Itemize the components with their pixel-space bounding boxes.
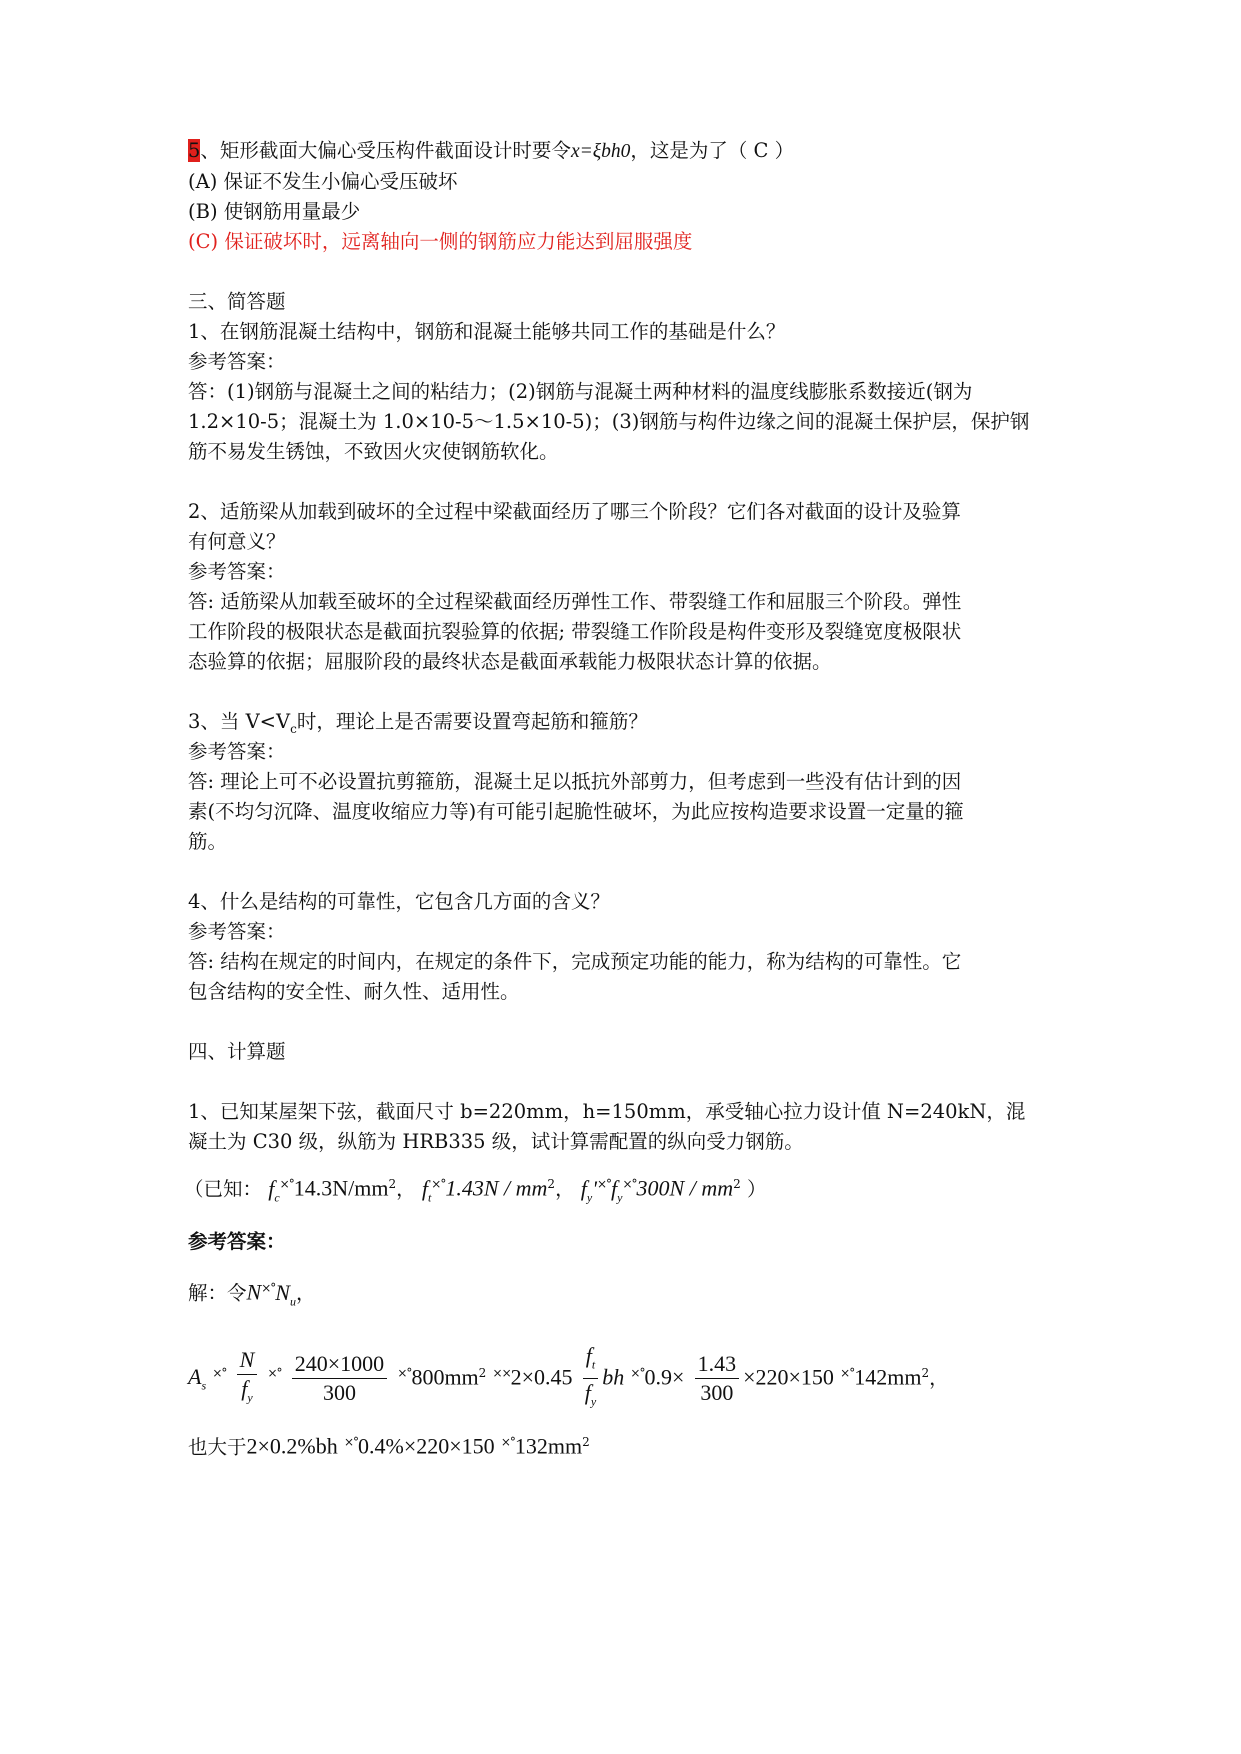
sup-2: 2 — [582, 1435, 590, 1449]
equals-glyph: ×° — [596, 1177, 612, 1191]
q5-number: 5 — [188, 139, 201, 162]
coef-09: 0.9× — [644, 1364, 685, 1390]
ft-symbol: $f_t$ — [421, 1175, 432, 1204]
fy-prime-symbol: $f_y'$ — [580, 1175, 597, 1204]
q5-formula: x=ξbh0 — [570, 141, 631, 162]
fy-symbol: $f_y$ — [611, 1175, 623, 1204]
denominator: 300 — [322, 1380, 356, 1406]
s3-q1-answer-line: 答：(1)钢筋与混凝土之间的粘结力；(2)钢筋与混凝土两种材料的温度线膨胀系数接近(钢为 — [188, 380, 973, 403]
sup-2: 2 — [388, 1177, 397, 1191]
fraction-n-fy: $\frac{N}{f_y}$ — [237, 1346, 258, 1411]
s4-q1-also — [188, 1428, 590, 1462]
q5-answer: ，这是为了（ C ） — [630, 139, 795, 162]
s3-q2-ref: 参考答案： — [188, 560, 286, 583]
s3-q2-answer-line: 态验算的依据；屈服阶段的最终状态是截面承载能力极限状态计算的依据。 — [188, 650, 832, 673]
result-800: 800mm — [411, 1364, 479, 1390]
numerator: 1.43 — [695, 1350, 740, 1379]
denominator: 300 — [700, 1380, 734, 1406]
sep: ， — [555, 1177, 575, 1201]
s3-q1-ref: 参考答案： — [188, 350, 286, 373]
equals-glyph: ×° — [431, 1177, 446, 1191]
equals-glyph: ×° — [279, 1177, 294, 1191]
s3-q2-answer-line: 答: 适筋梁从加载至破坏的全过程梁截面经历弹性工作、带裂缝工作和屈服三个阶段。弹性 — [188, 590, 962, 613]
solve-label: 解：令 — [188, 1281, 247, 1305]
also-expr: 2×0.2%bh — [246, 1433, 338, 1459]
s3-q3-sub: c — [290, 721, 297, 736]
s3-q3-text: 3、当 V<V — [188, 710, 291, 733]
s3-q1-answer-line: 1.2×10-5；混凝土为 1.0×10-5～1.5×10-5)；(3)钢筋与构件边缘之间的混凝土保护层，保护钢 — [188, 410, 1030, 433]
s4-q1-line: 凝土为 C30 级，纵筋为 HRB335 级，试计算需配置的纵向受力钢筋。 — [188, 1130, 804, 1153]
comma: ， — [295, 1281, 316, 1305]
q5-option-c: (C) 保证破坏时，远离轴向一侧的钢筋应力能达到屈服强度 — [188, 230, 693, 253]
ft-value: 1.43N / mm — [445, 1175, 548, 1201]
equals-glyph: ×° — [212, 1365, 227, 1380]
s3-q4-answer-line: 答: 结构在规定的时间内，在规定的条件下，完成预定功能的能力，称为结构的可靠性。它 — [188, 950, 962, 973]
gt-glyph: ×× — [492, 1365, 511, 1380]
equals-glyph: ×° — [397, 1365, 412, 1380]
also-mid: 0.4%×220×150 — [358, 1433, 495, 1459]
s4-q1-line: 1、已知某屋架下弦，截面尺寸 b=220mm，h=150mm，承受轴心拉力设计值 N=240kN，混 — [188, 1100, 1026, 1123]
section4-heading: 四、计算题 — [188, 1040, 286, 1063]
nu-symbol: $N_u$ — [275, 1279, 296, 1308]
fraction-ft-fy: $\frac{f_t}{f_y}$ — [583, 1342, 598, 1416]
sup-2: 2 — [547, 1177, 556, 1191]
s4-q1-ref: 参考答案： — [188, 1230, 286, 1253]
equals-glyph: ×° — [840, 1365, 855, 1380]
given-open: （已知： — [184, 1177, 263, 1201]
given-close: ） — [746, 1177, 767, 1201]
as-symbol: $A_s$ — [188, 1364, 207, 1393]
s3-q3-text: 时，理论上是否需要设置弯起筋和箍筋？ — [296, 710, 648, 733]
equals-glyph: ×° — [622, 1177, 637, 1191]
comma: ， — [929, 1366, 949, 1390]
sup-2: 2 — [478, 1365, 487, 1380]
s3-q3-answer-line: 答: 理论上可不必设置抗剪箍筋，混凝土足以抵抗外部剪力，但考虑到一些没有估计到的因 — [188, 770, 962, 793]
sup-2: 2 — [921, 1365, 930, 1380]
n-symbol: N — [246, 1279, 262, 1305]
section3-heading: 三、简答题 — [188, 290, 286, 313]
s3-q3-answer-line: 素(不均匀沉降、温度收缩应力等)有可能引起脆性破坏，为此应按构造要求设置一定量的箍 — [188, 800, 964, 823]
fraction-143-300 — [695, 1350, 740, 1407]
equals-glyph: ×° — [267, 1365, 282, 1380]
q5-option-b: (B) 使钢筋用量最少 — [188, 200, 361, 223]
also-result: 132mm — [514, 1433, 583, 1459]
s3-q3-answer-line: 筋。 — [188, 830, 228, 853]
q5-question — [188, 137, 794, 166]
sep: ， — [396, 1177, 416, 1201]
s3-q2-question: 2、适筋梁从加载到破坏的全过程中梁截面经历了哪三个阶段？它们各对截面的设计及验算 — [188, 500, 961, 523]
product: ×220×150 — [743, 1364, 834, 1390]
also-label: 也大于 — [188, 1435, 247, 1459]
fc-value: 14.3N/mm — [293, 1175, 389, 1201]
bh: bh — [602, 1364, 625, 1390]
s3-q4-answer-line: 包含结构的安全性、耐久性、适用性。 — [188, 980, 520, 1003]
equals-glyph: ×° — [343, 1435, 359, 1449]
sup-2: 2 — [733, 1177, 741, 1191]
result-142: 142mm — [854, 1364, 922, 1390]
equals-glyph: ×° — [261, 1281, 276, 1295]
fc-symbol: $f_c$ — [268, 1175, 280, 1204]
s3-q2-question: 有何意义？ — [188, 530, 286, 553]
fy-value: 300N / mm — [636, 1175, 734, 1201]
s4-q1-solve — [188, 1274, 315, 1315]
s3-q4-question: 4、什么是结构的可靠性，它包含几方面的含义？ — [188, 890, 610, 913]
coef-045: 2×0.45 — [510, 1364, 573, 1390]
equals-glyph: ×° — [500, 1435, 515, 1449]
s4-q1-calc — [188, 1342, 949, 1416]
s3-q1-question: 1、在钢筋混凝土结构中，钢筋和混凝土能够共同工作的基础是什么？ — [188, 320, 786, 343]
equals-glyph: ×° — [630, 1365, 645, 1380]
fraction-240000 — [292, 1350, 387, 1407]
s3-q1-answer-line: 筋不易发生锈蚀，不致因火灾使钢筋软化。 — [188, 440, 559, 463]
q5-option-a: (A) 保证不发生小偏心受压破坏 — [188, 170, 458, 193]
s3-q4-ref: 参考答案： — [188, 920, 286, 943]
s4-q1-given — [184, 1170, 766, 1211]
numerator: 240×1000 — [292, 1350, 387, 1379]
q5-text: 、矩形截面大偏心受压构件截面设计时要令 — [200, 139, 571, 162]
s3-q3-ref: 参考答案： — [188, 740, 286, 763]
s3-q2-answer-line: 工作阶段的极限状态是截面抗裂验算的依据; 带裂缝工作阶段是构件变形及裂缝宽度极限状 — [188, 620, 962, 643]
